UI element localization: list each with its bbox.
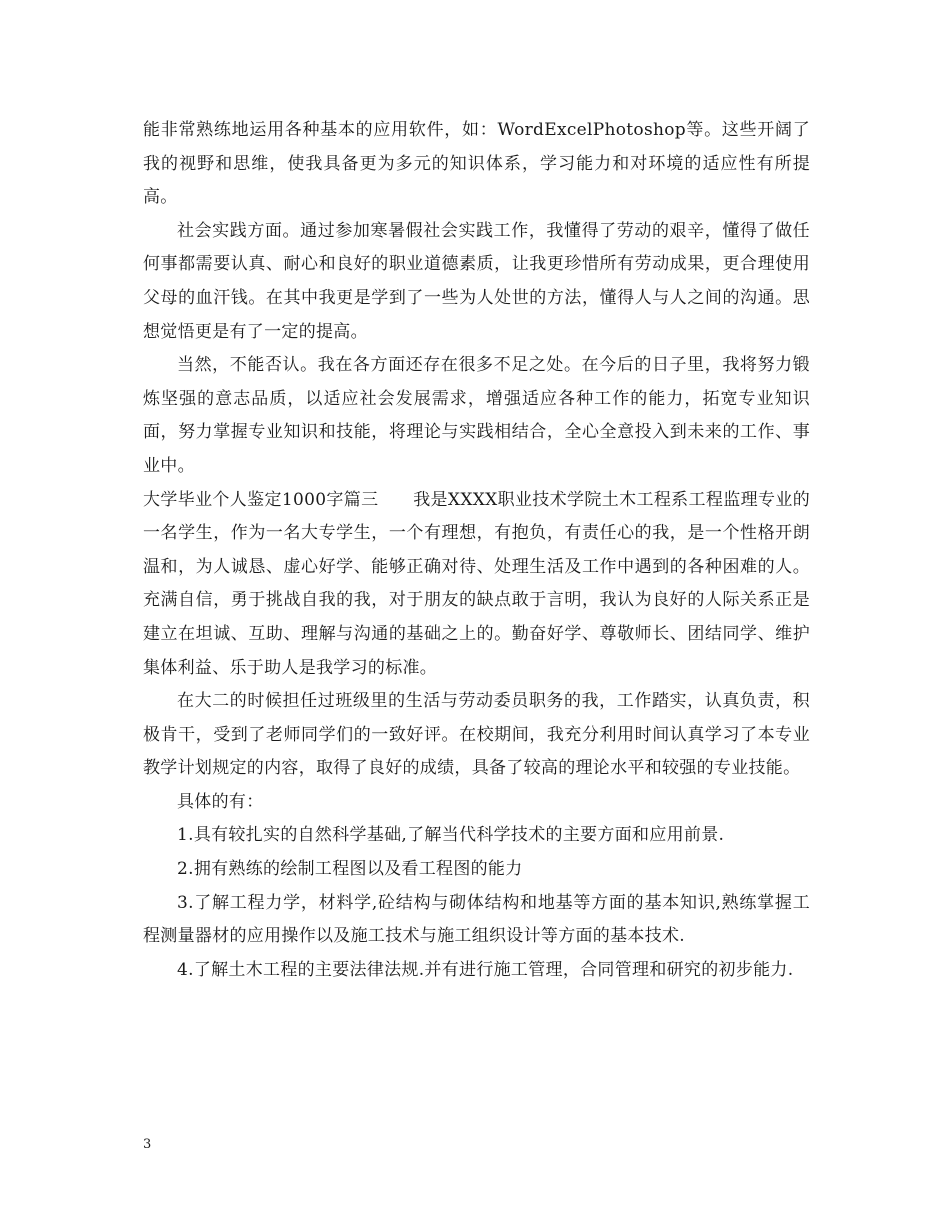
list-item-1: 1.具有较扎实的自然科学基础,了解当代科学技术的主要方面和应用前景. <box>177 825 725 846</box>
document-body <box>143 114 810 987</box>
paragraph-section-three-intro: 大学毕业个人鉴定1000字篇三 我是XXXX职业技术学院土木工程系工程监理专业的一名学生，作为一名大专学生，一个有理想，有抱负，有责任心的我，是一个性格开朗温和，为人诚恳、虚心好学、能够正确对待、处理生活及工作中遇到的各种困难的人。充满自信，勇于挑战自我的我，对于朋友的缺点敢于言明，我认为良好的人际关系正是建立在坦诚、互助、理解与沟通的基础之上的。勤奋好学、尊敬师长、团结同学、维护集体利益、乐于助人是我学习的标准。 <box>143 489 810 678</box>
paragraph-specifics-heading: 具体的有： <box>177 791 264 812</box>
list-item-4: 4.了解土木工程的主要法律法规.并有进行施工管理，合同管理和研究的初步能力. <box>177 959 794 980</box>
paragraph-social-practice: 社会实践方面。通过参加寒暑假社会实践工作，我懂得了劳动的艰辛，懂得了做任何事都需要认真、耐心和良好的职业道德素质，让我更珍惜所有劳动成果，更合理使用父母的血汗钱。在其中我更是学到了一些为人处世的方法，懂得人与人之间的沟通。思想觉悟更是有了一定的提高。 <box>143 220 810 342</box>
paragraph-software-skills: 能非常熟练地运用各种基本的应用软件，如：WordExcelPhotoshop等。这些开阔了我的视野和思维，使我具备更为多元的知识体系，学习能力和对环境的适应性有所提高。 <box>143 120 810 208</box>
list-item-3: 3.了解工程力学，材料学,砼结构与砌体结构和地基等方面的基本知识,熟练掌握工程测量器材的应用操作以及施工技术与施工组织设计等方面的基本技术. <box>143 892 810 947</box>
list-item-2: 2.拥有熟练的绘制工程图以及看工程图的能力 <box>177 859 523 880</box>
page-number: 3 <box>143 1137 152 1152</box>
paragraph-shortcomings: 当然，不能否认。我在各方面还存在很多不足之处。在今后的日子里，我将努力锻炼坚强的意志品质，以适应社会发展需求，增强适应各种工作的能力，拓宽专业知识面，努力掌握专业知识和技能，将理论与实践相结合，全心全意投入到未来的工作、事业中。 <box>143 355 810 476</box>
paragraph-class-committee: 在大二的时候担任过班级里的生活与劳动委员职务的我，工作踏实，认真负责，积极肯干，受到了老师同学们的一致好评。在校期间，我充分利用时间认真学习了本专业教学计划规定的内容，取得了良好的成绩，具备了较高的理论水平和较强的专业技能。 <box>143 691 810 779</box>
